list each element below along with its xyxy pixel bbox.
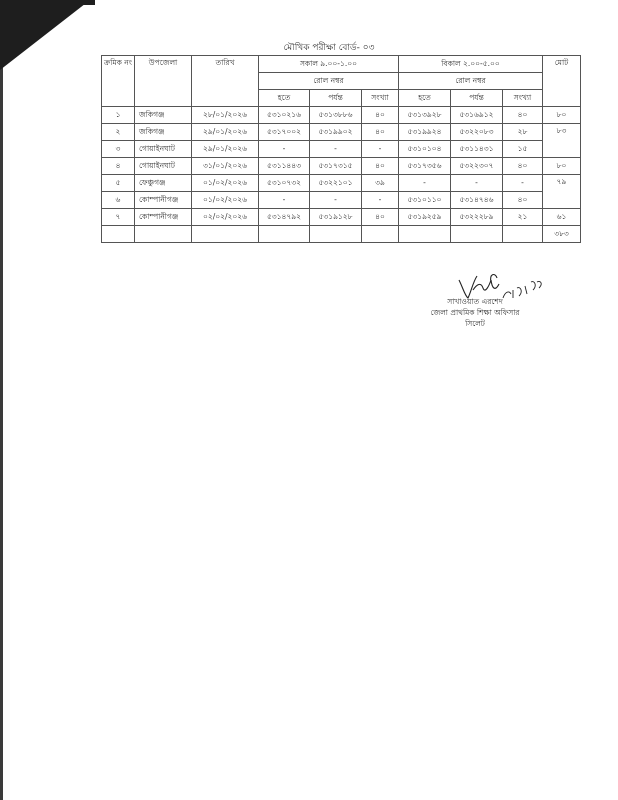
cell-am-from: ৫৩১৪৭৯২ [259,209,310,226]
table-row [102,141,581,158]
cell-pm-from: ৫৩১৩৯২৮ [399,107,451,124]
cell-upazila: গোয়াইনঘাট [135,158,192,175]
scan-edge-shadow [0,0,3,800]
cell-pm-to: - [451,175,503,192]
cell-pm-count: ২৮ [503,124,543,141]
cell-total: ৬১ [543,209,581,226]
header-total: মোট [543,56,581,107]
header-pm-roll-number: রোল নম্বর [399,73,543,90]
cell-pm-to: ৫৩২২০৮৩ [451,124,503,141]
cell-am-count: ৪০ [362,158,399,175]
cell-pm-from: ৫৩১৭৩৫৬ [399,158,451,175]
cell-upazila: গোয়াইনঘাট [135,141,192,158]
cell-am-count: ৪০ [362,124,399,141]
header-am-to: পর্যন্ত [310,90,362,107]
cell-pm-from: ৫৩১০১১০ [399,192,451,209]
table-row [102,209,581,226]
cell-am-from: ৫৩১৭০০২ [259,124,310,141]
signatory-location: সিলেট [465,319,485,328]
cell-serial: ২ [102,124,135,141]
cell-serial: ৫ [102,175,135,192]
empty-cell [503,226,543,243]
empty-cell [451,226,503,243]
empty-cell [310,226,362,243]
header-pm-to: পর্যন্ত [451,90,503,107]
cell-total: ৮০ [543,107,581,124]
cell-am-to: ৫৩১৯৯০২ [310,124,362,141]
grand-total-row [102,226,581,243]
cell-total: ৭৯ [543,175,581,209]
cell-upazila: ফেঞ্চুগঞ্জ [135,175,192,192]
header-am-roll-number: রোল নম্বর [259,73,399,90]
cell-date: ০১/০২/২০২৬ [192,192,259,209]
cell-am-to: ৫৩১৯১২৮ [310,209,362,226]
signatory-name: সাখাওয়াত এরশেদ [447,297,503,306]
cell-am-from: ৫৩১০৭৩২ [259,175,310,192]
cell-total: ৮৩ [543,124,581,158]
table-row [102,158,581,175]
cell-am-to: ৫৩১৭৩১৫ [310,158,362,175]
cell-pm-count: ১৫ [503,141,543,158]
signatory-designation: জেলা প্রাথমিক শিক্ষা অফিসার [430,308,520,317]
cell-upazila: জকিগঞ্জ [135,107,192,124]
cell-am-to: - [310,192,362,209]
cell-pm-to: ৫৩২২৩০৭ [451,158,503,175]
cell-pm-to: ৫৩২২২৮৯ [451,209,503,226]
cell-pm-from: ৫৩১৯২৫৯ [399,209,451,226]
cell-serial: ৬ [102,192,135,209]
empty-cell [362,226,399,243]
header-am-count: সংখ্যা [362,90,399,107]
scan-corner-fold [0,0,90,70]
header-am-from: হতে [259,90,310,107]
header-afternoon-session: বিকাল ২.০০-৫.০০ [399,56,543,73]
cell-upazila: কোম্পানীগঞ্জ [135,209,192,226]
cell-date: ২৮/০১/২০২৬ [192,107,259,124]
header-pm-from: হতে [399,90,451,107]
cell-serial: ৩ [102,141,135,158]
cell-serial: ১ [102,107,135,124]
cell-am-count: ৪০ [362,107,399,124]
signatory-block [395,296,555,329]
cell-date: ২৯/০১/২০২৬ [192,124,259,141]
document-title: মৌখিক পরীক্ষা বোর্ড- ০৩ [283,43,375,53]
cell-am-from: ৫৩১১৪৪৩ [259,158,310,175]
cell-pm-count: ৪০ [503,192,543,209]
cell-total: ৮০ [543,158,581,175]
cell-am-count: - [362,141,399,158]
cell-am-from: - [259,192,310,209]
cell-pm-to: ৫৩১৬৯১২ [451,107,503,124]
cell-am-to: ৫৩১৩৮৮৬ [310,107,362,124]
cell-pm-count: ৪০ [503,107,543,124]
cell-pm-from: ৫৩১০১০৪ [399,141,451,158]
cell-pm-to: ৫৩১৪৭৪৬ [451,192,503,209]
table-row [102,192,581,209]
table-row [102,124,581,141]
cell-pm-count: ২১ [503,209,543,226]
header-row-1 [102,56,581,73]
cell-upazila: কোম্পানীগঞ্জ [135,192,192,209]
header-morning-session: সকাল ৯.০০-১.০০ [259,56,399,73]
cell-am-to: ৫৩২২১০১ [310,175,362,192]
grand-total: ৩৮৩ [543,226,581,243]
cell-pm-from: ৫৩১৯৯২৪ [399,124,451,141]
empty-cell [135,226,192,243]
header-pm-count: সংখ্যা [503,90,543,107]
cell-pm-count: ৪০ [503,158,543,175]
cell-am-from: - [259,141,310,158]
cell-upazila: জকিগঞ্জ [135,124,192,141]
empty-cell [192,226,259,243]
table-row [102,175,581,192]
cell-am-from: ৫৩১০২১৬ [259,107,310,124]
header-date: তারিখ [192,56,259,107]
empty-cell [259,226,310,243]
cell-date: ২৯/০১/২০২৬ [192,141,259,158]
cell-date: ০১/০২/২০২৬ [192,175,259,192]
table-row [102,107,581,124]
empty-cell [102,226,135,243]
cell-pm-to: ৫৩১১৪৩১ [451,141,503,158]
cell-pm-from: - [399,175,451,192]
cell-pm-count: - [503,175,543,192]
cell-date: ৩১/০১/২০২৬ [192,158,259,175]
cell-date: ০২/০২/২০২৬ [192,209,259,226]
cell-serial: ৭ [102,209,135,226]
cell-am-count: ৪০ [362,209,399,226]
empty-cell [399,226,451,243]
header-upazila: উপজেলা [135,56,192,107]
cell-am-count: - [362,192,399,209]
exam-schedule-table [101,55,581,243]
cell-am-to: - [310,141,362,158]
cell-am-count: ৩৯ [362,175,399,192]
cell-serial: ৪ [102,158,135,175]
header-serial: ক্রমিক নং [102,56,135,107]
